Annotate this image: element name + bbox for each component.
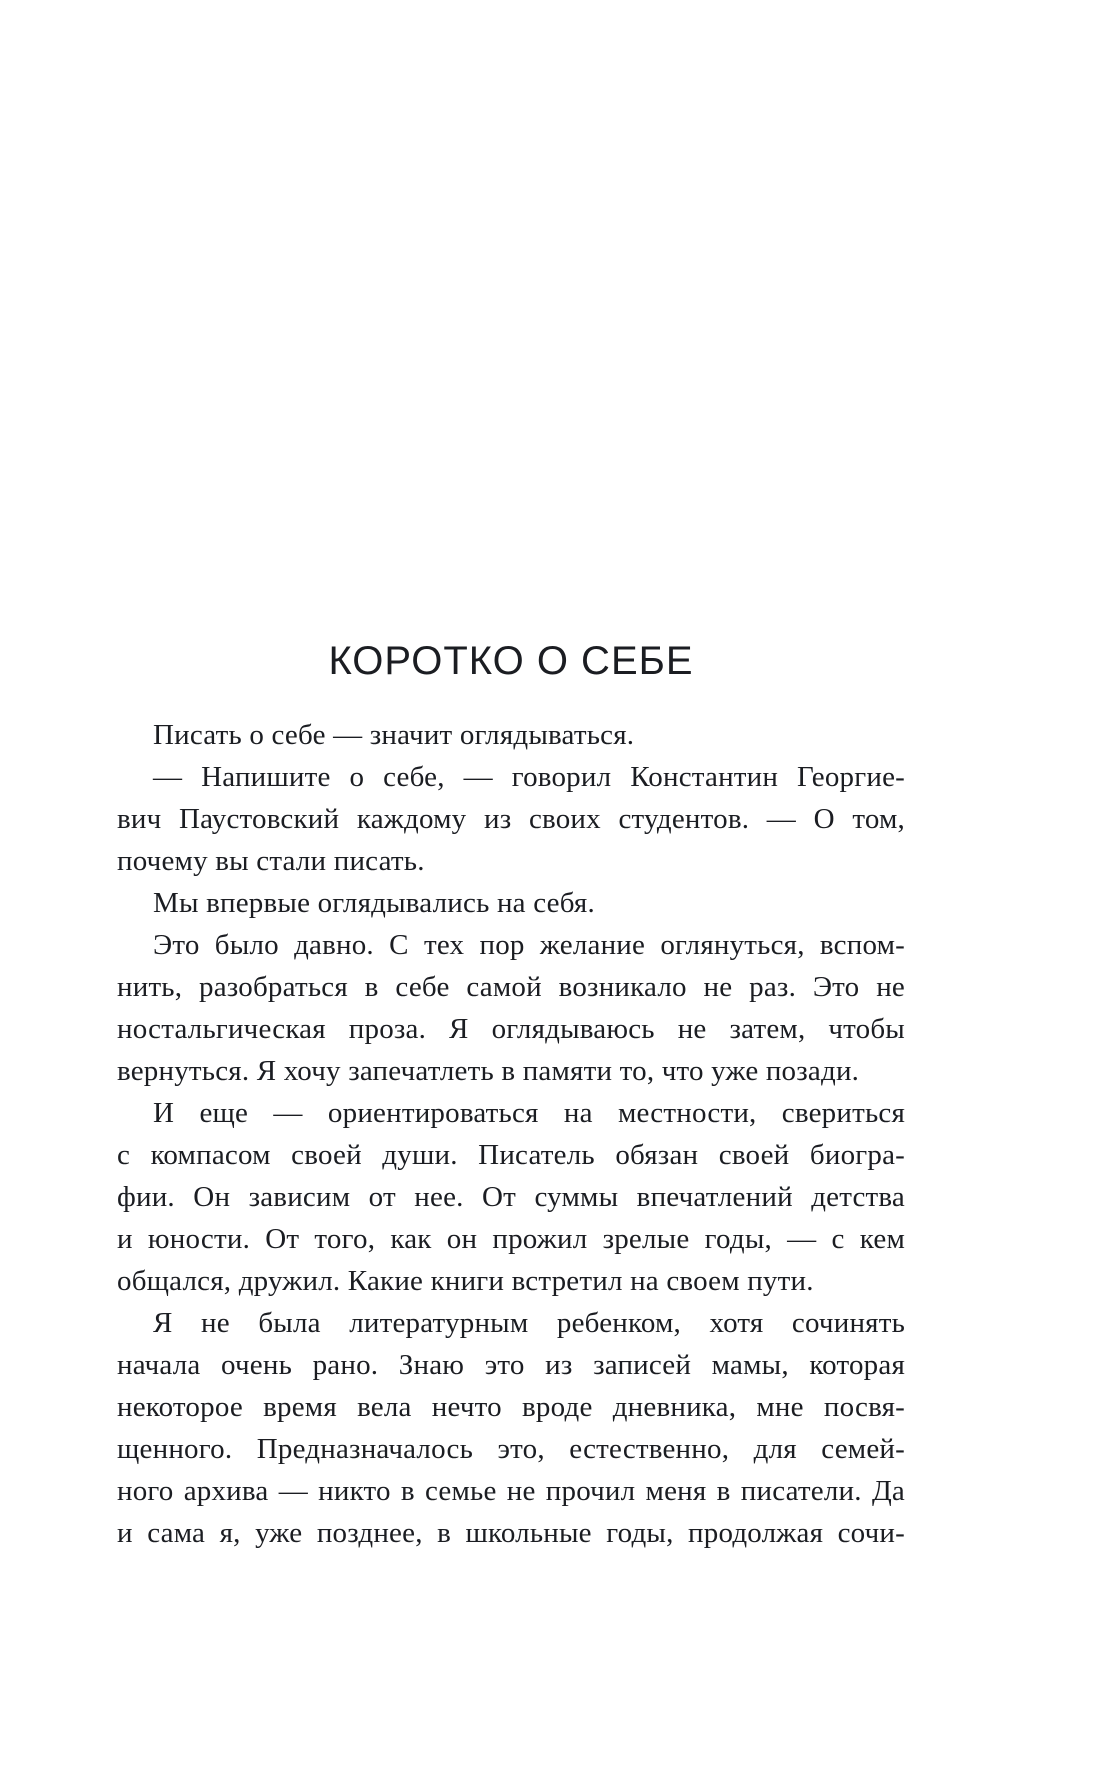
text-line: некоторое время вела нечто вроде дневника, мне посвя-	[117, 1391, 905, 1423]
text-line: ного архива — никто в семье не прочил меня в писатели. Да	[117, 1475, 905, 1507]
text-line: общался, дружил. Какие книги встретил на своем пути.	[117, 1265, 814, 1297]
text-line: И еще — ориентироваться на местности, свериться	[153, 1097, 905, 1129]
text-line: вернуться. Я хочу запечатлеть в памяти то, что уже позади.	[117, 1055, 860, 1087]
text-line: — Напишите о себе, — говорил Константин Георгие-	[153, 761, 905, 793]
text-line: вич Паустовский каждому из своих студентов. — О том,	[117, 803, 905, 835]
text-line: и юности. От того, как он прожил зрелые годы, — с кем	[117, 1223, 905, 1255]
paragraph	[117, 1092, 905, 1302]
text-line: нить, разобраться в себе самой возникало не раз. Это не	[117, 971, 905, 1003]
text-block	[117, 714, 905, 1554]
text-line: фии. Он зависим от нее. От суммы впечатлений детства	[117, 1181, 905, 1213]
text-line: с компасом своей души. Писатель обязан своей биогра-	[117, 1139, 905, 1171]
paragraph	[117, 756, 905, 882]
text-line: Писать о себе — значит оглядываться.	[153, 719, 635, 751]
text-line: Я не была литературным ребенком, хотя сочинять	[153, 1307, 905, 1339]
text-line: и сама я, уже позднее, в школьные годы, продолжая сочи-	[117, 1517, 905, 1549]
text-line: почему вы стали писать.	[117, 845, 425, 877]
text-line: ностальгическая проза. Я оглядываюсь не затем, чтобы	[117, 1013, 905, 1045]
text-line: Это было давно. С тех пор желание оглянуться, вспом-	[153, 929, 905, 961]
paragraph	[117, 714, 905, 756]
paragraph	[117, 924, 905, 1092]
text-line: начала очень рано. Знаю это из записей мамы, которая	[117, 1349, 905, 1381]
chapter-title: КОРОТКО О СЕБЕ	[328, 639, 694, 683]
text-line: щенного. Предназначалось это, естественно, для семей-	[117, 1433, 905, 1465]
paragraph	[117, 882, 905, 924]
text-line: Мы впервые оглядывались на себя.	[153, 887, 595, 919]
paragraph	[117, 1302, 905, 1554]
